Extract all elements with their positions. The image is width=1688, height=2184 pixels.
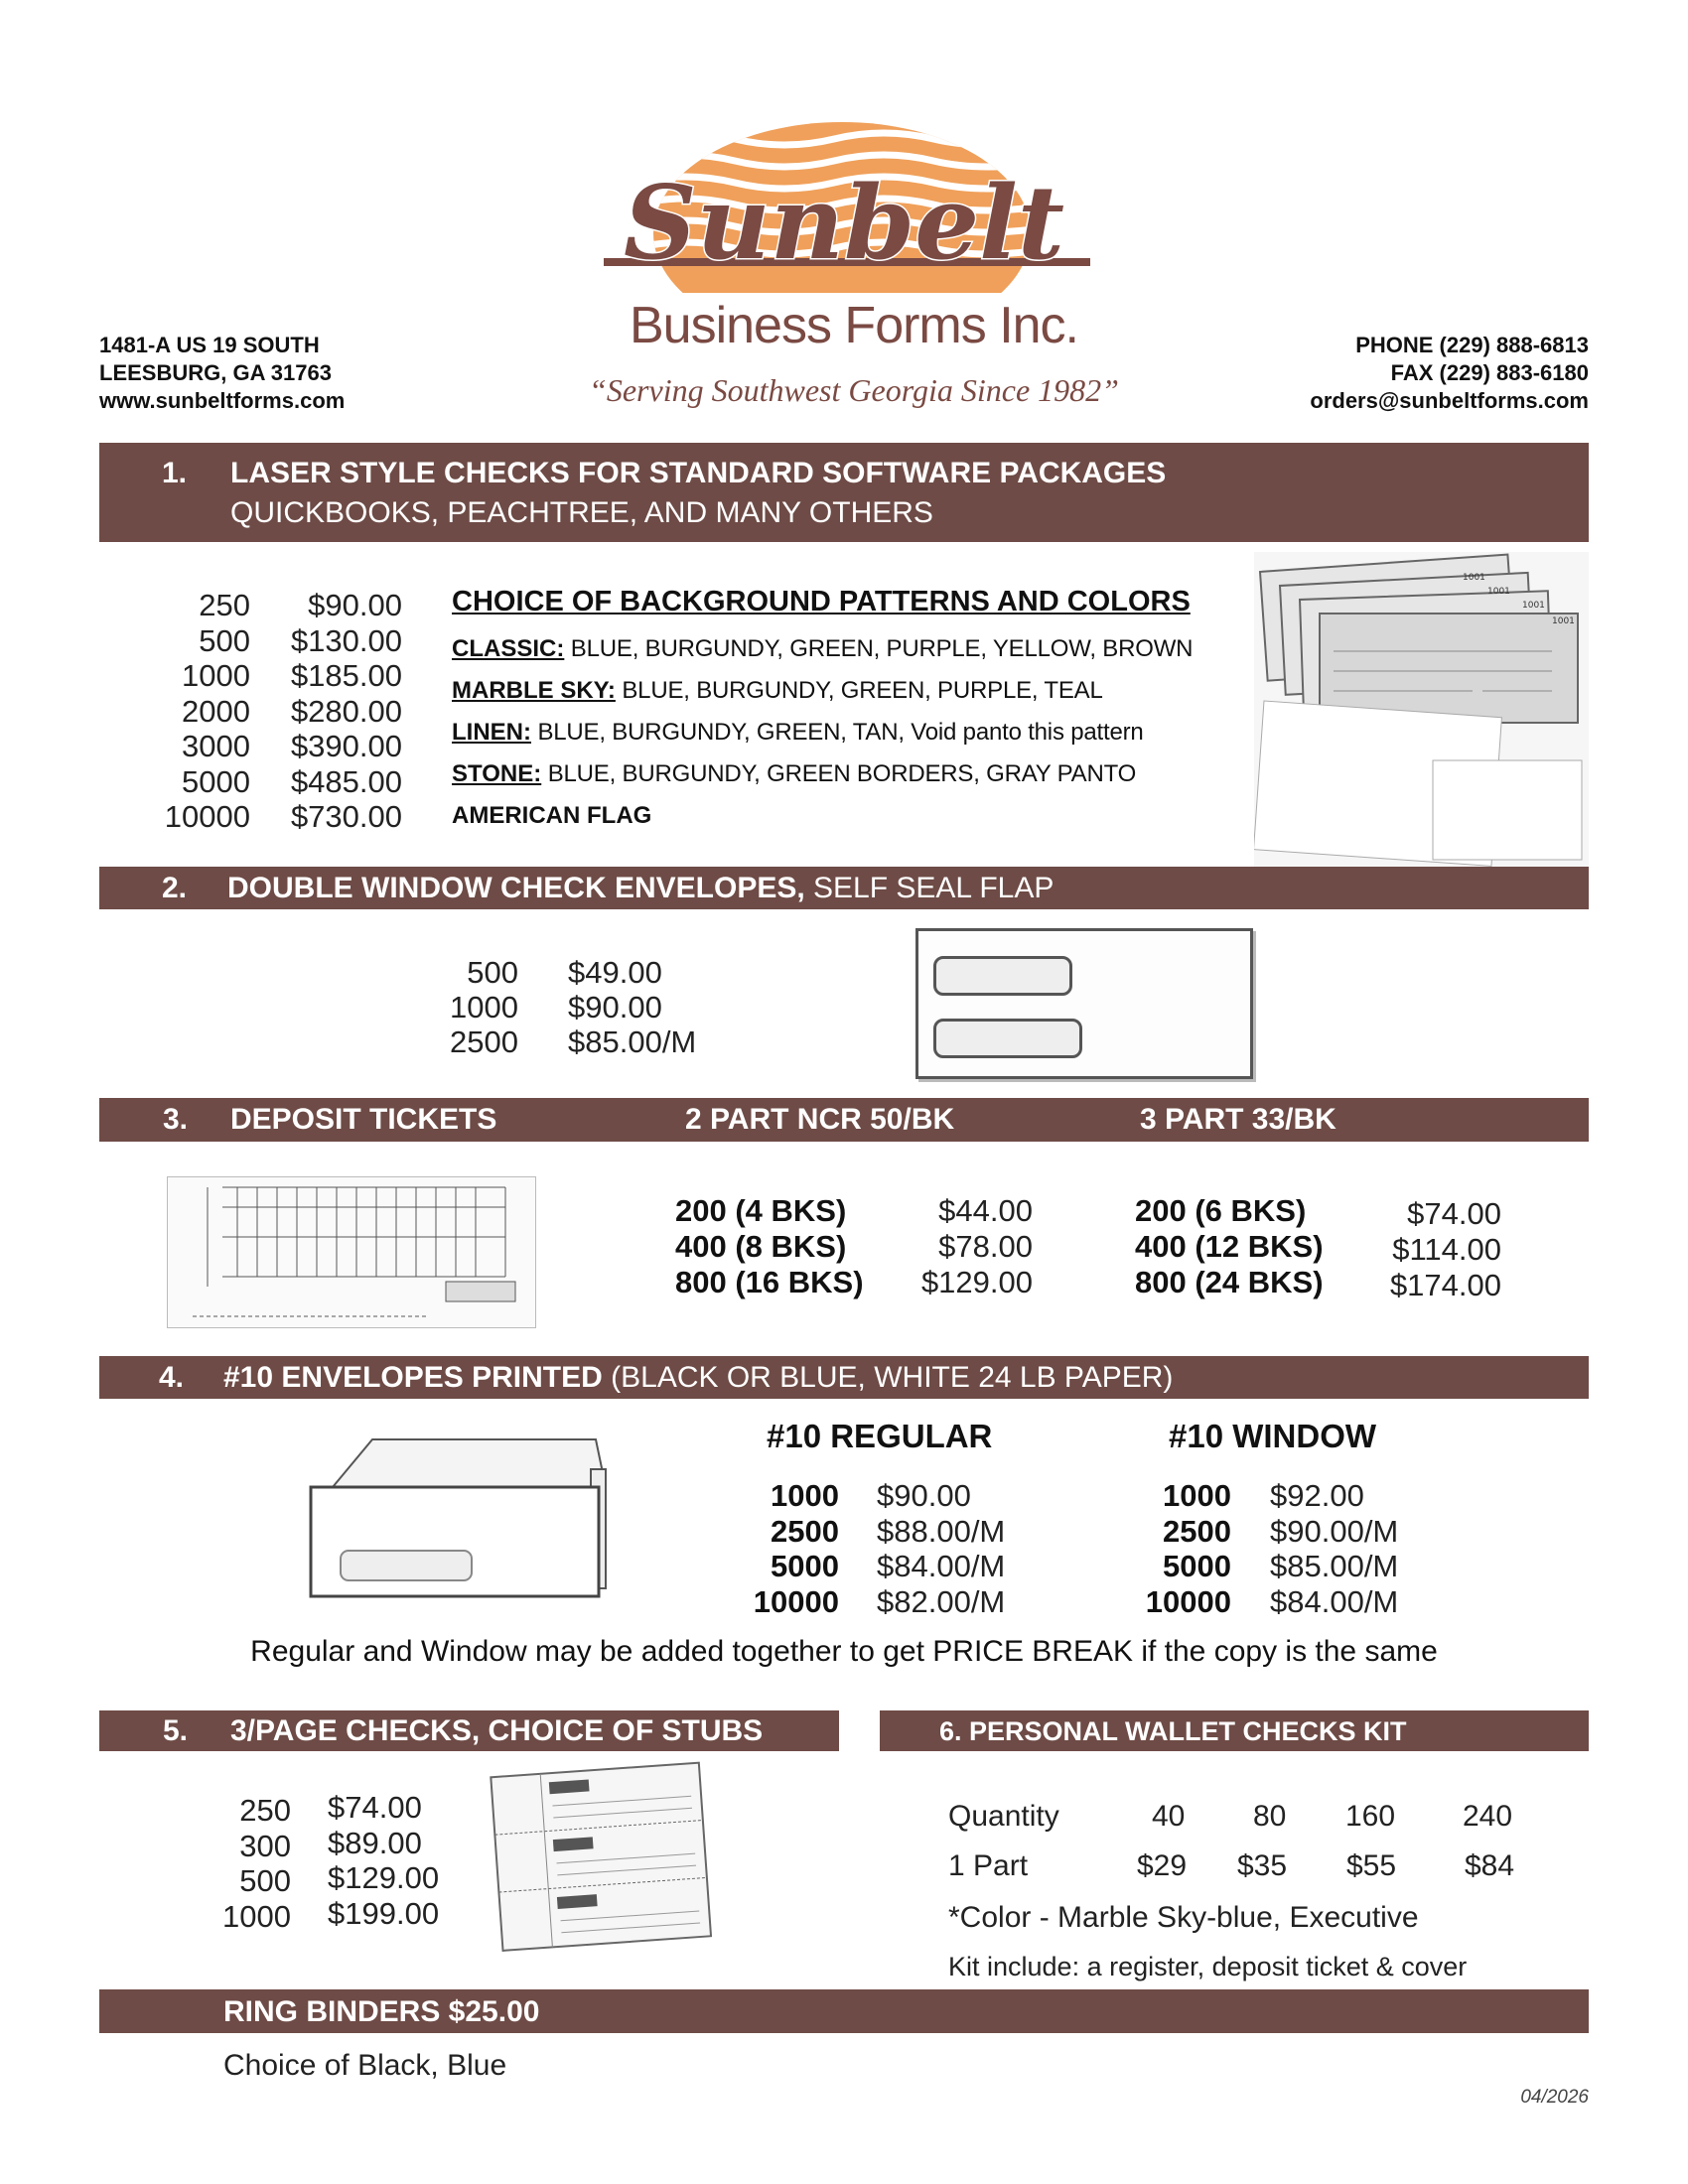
section-3-two-part-qty-column [675,1193,874,1300]
price-qty: 300 [239,1828,291,1863]
envelope-window-bottom [933,1019,1082,1058]
section-1-qty-column [139,588,250,835]
section-1-header [99,443,1589,542]
check-number: 1001 [1552,616,1575,626]
section-3-three-part-price-column [1350,1196,1501,1303]
price-qty: 2500 [450,1024,518,1059]
option-label: MARBLE SKY: [452,677,616,704]
option-text: BLUE, BURGUNDY, GREEN, TAN, Void panto this pattern [531,719,1144,746]
wallet-color-note: *Color - Marble Sky-blue, Executive [948,1901,1419,1934]
price-value: $114.00 [1392,1232,1501,1267]
option-text: BLUE, BURGUNDY, GREEN, PURPLE, TEAL [615,677,1103,704]
price-qty: 2500 [771,1513,839,1549]
price-qty: 200 (6 BKS) [1135,1193,1307,1228]
price-value: $49.00 [568,955,662,990]
check-number: 1001 [1487,587,1510,597]
price-qty: 400 (12 BKS) [1135,1229,1324,1264]
price-qty: 200 (4 BKS) [675,1193,847,1228]
option-label: CLASSIC: [452,635,565,662]
section-4-title-bold: #10 ENVELOPES PRINTED [223,1361,603,1394]
section-1-price-column [268,588,402,835]
price-qty: 10000 [753,1583,839,1619]
price-qty: 1000 [771,1478,839,1513]
section-5-number: 5. [163,1714,189,1747]
wallet-qty-value: 40 [1152,1800,1186,1833]
wallet-price-value: $55 [1346,1849,1397,1882]
section-5-price-column [328,1790,477,1931]
price-value: $89.00 [328,1825,422,1860]
price-value: $199.00 [328,1895,440,1931]
price-value: $74.00 [1407,1196,1501,1231]
price-qty: 10000 [1145,1583,1231,1619]
price-value: $85.00/M [1270,1549,1399,1583]
price-value: $88.00/M [877,1513,1006,1549]
section-2-header [99,867,1589,909]
price-value: $280.00 [290,693,402,729]
section-2-title-suffix: SELF SEAL FLAP [804,872,1055,904]
price-qty: 5000 [182,763,250,799]
section-1-number: 1. [162,457,188,489]
price-break-note: Regular and Window may be added together to get PRICE BREAK if the copy is the same [250,1635,1438,1668]
price-value: $485.00 [290,763,402,799]
section-5-qty-column [218,1793,291,1934]
price-value: $85.00/M [568,1024,697,1059]
price-qty: 500 [199,622,250,658]
section-2-title [227,872,1054,905]
section-5-title: 3/PAGE CHECKS, CHOICE OF STUBS [230,1714,764,1747]
section-3-title: DEPOSIT TICKETS [230,1103,497,1136]
number-10-envelope-image [303,1430,611,1598]
wallet-qty-value: 80 [1253,1800,1287,1833]
price-value: $90.00 [568,990,662,1024]
price-value: $74.00 [328,1790,422,1825]
envelope-window-top [933,956,1072,996]
regular-envelope-title: #10 REGULAR [767,1418,993,1454]
section-1-subtitle: QUICKBOOKS, PEACHTREE, AND MANY OTHERS [230,496,933,529]
option-linen [452,719,1144,747]
price-value: $90.00/M [1270,1513,1399,1549]
section-4-regular-qty-column [715,1478,839,1619]
phone-number: PHONE (229) 888-6813 [1355,333,1589,357]
three-per-page-checks-image [477,1755,720,1954]
price-value: $390.00 [290,729,402,763]
section-5-header [99,1710,839,1751]
wallet-qty-value: 240 [1463,1800,1513,1833]
sun-logo-icon [596,109,1112,323]
section-3-three-part-qty-column [1135,1193,1353,1300]
wallet-row-quantity-label: Quantity [948,1800,1059,1833]
section-3-two-part-price-column [884,1193,1033,1300]
price-qty: 400 (8 BKS) [675,1229,847,1264]
price-value: $185.00 [290,658,402,693]
section-3-number: 3. [163,1103,189,1136]
wallet-kit-note: Kit include: a register, deposit ticket & cover [948,1952,1468,1981]
company-tagline: “Serving Southwest Georgia Since 1982” [589,372,1119,408]
option-marble-sky [452,677,1103,705]
price-value: $129.00 [920,1265,1033,1299]
option-label: AMERICAN FLAG [452,802,652,829]
section-3-header [99,1098,1589,1142]
wallet-qty-value: 160 [1345,1800,1396,1833]
price-value: $84.00/M [1270,1583,1399,1619]
company-logo [596,109,1112,323]
price-qty: 800 (24 BKS) [1135,1265,1324,1299]
section-2-qty-column [417,955,518,1059]
double-window-envelope-image [915,928,1253,1079]
window-envelope-icon [303,1430,611,1598]
section-1-title: LASER STYLE CHECKS FOR STANDARD SOFTWARE PACKAGES [230,457,1167,489]
section-6-title: 6. PERSONAL WALLET CHECKS KIT [939,1716,1407,1746]
section-3-col2-title: 2 PART NCR 50/BK [685,1103,955,1136]
section-4-title [223,1361,1173,1395]
price-qty: 3000 [182,729,250,763]
price-qty: 1000 [222,1898,291,1934]
address-block [99,332,345,415]
price-qty: 5000 [771,1549,839,1583]
option-text: BLUE, BURGUNDY, GREEN BORDERS, GRAY PANTO [541,760,1137,787]
price-value: $90.00 [877,1478,971,1513]
options-heading: CHOICE OF BACKGROUND PATTERNS AND COLORS [452,586,1191,617]
wallet-price-value: $29 [1137,1849,1188,1882]
price-value: $44.00 [938,1193,1033,1228]
price-qty: 250 [239,1793,291,1828]
price-qty: 1000 [1163,1478,1231,1513]
price-qty: 500 [239,1863,291,1898]
price-value: $84.00/M [877,1549,1006,1583]
price-value: $78.00 [938,1229,1033,1264]
section-6-header [880,1710,1589,1751]
price-qty: 2000 [182,693,250,729]
price-qty: 800 (16 BKS) [675,1265,864,1299]
price-value: $130.00 [290,622,402,658]
option-classic [452,635,1193,663]
stacked-checks-icon [1254,552,1589,870]
price-qty: 2500 [1163,1513,1231,1549]
section-4-regular-price-column [877,1478,1055,1619]
price-value: $82.00/M [877,1583,1006,1619]
price-qty: 10000 [164,799,250,834]
option-label: STONE: [452,760,542,787]
page-checks-icon [477,1755,720,1954]
price-qty: 250 [199,588,250,622]
footer-date: 04/2026 [1520,2087,1589,2108]
price-value: $129.00 [328,1860,440,1895]
section-3-col3-title: 3 PART 33/BK [1140,1103,1336,1136]
ring-binders-title: RING BINDERS $25.00 [223,1995,540,2028]
price-qty: 500 [467,955,518,990]
option-american-flag [452,802,651,830]
logo-wordmark: Sunbelt [623,164,1065,283]
option-stone [452,760,1136,788]
price-value: $174.00 [1389,1268,1501,1302]
email-link[interactable]: orders@sunbeltforms.com [1310,388,1589,413]
option-text: BLUE, BURGUNDY, GREEN, PURPLE, YELLOW, BROWN [564,635,1194,662]
price-value: $92.00 [1270,1478,1364,1513]
check-number: 1001 [1463,573,1485,583]
laser-checks-image [1254,552,1589,870]
address-line-1: 1481-A US 19 SOUTH [99,333,320,357]
fax-number: FAX (229) 883-6180 [1390,360,1589,385]
section-4-window-qty-column [1107,1478,1231,1619]
check-number: 1001 [1522,601,1545,611]
company-subtitle: Business Forms Inc. [629,297,1079,354]
section-4-header [99,1356,1589,1399]
deposit-ticket-icon [168,1177,537,1329]
window-envelope-title: #10 WINDOW [1169,1418,1377,1454]
section-2-title-bold: DOUBLE WINDOW CHECK ENVELOPES, [227,872,805,904]
price-qty: 1000 [450,990,518,1024]
section-2-price-column [568,955,767,1059]
ring-binders-choices: Choice of Black, Blue [223,2049,507,2082]
section-4-number: 4. [159,1361,185,1394]
wallet-price-value: $35 [1237,1849,1288,1882]
deposit-ticket-image [167,1176,536,1328]
price-value: $730.00 [290,799,402,834]
price-qty: 5000 [1163,1549,1231,1583]
option-label: LINEN: [452,719,531,746]
address-line-2: LEESBURG, GA 31763 [99,360,332,385]
website-link[interactable]: www.sunbeltforms.com [99,388,346,413]
price-qty: 1000 [182,658,250,693]
section-4-window-price-column [1270,1478,1449,1619]
wallet-row-price-label: 1 Part [948,1849,1029,1882]
wallet-price-value: $84 [1465,1849,1515,1882]
price-value: $90.00 [308,588,402,622]
contact-block [1310,332,1589,415]
ring-binders-header [99,1989,1589,2033]
section-4-title-suffix: (BLACK OR BLUE, WHITE 24 LB PAPER) [602,1361,1174,1394]
section-2-number: 2. [162,872,188,904]
